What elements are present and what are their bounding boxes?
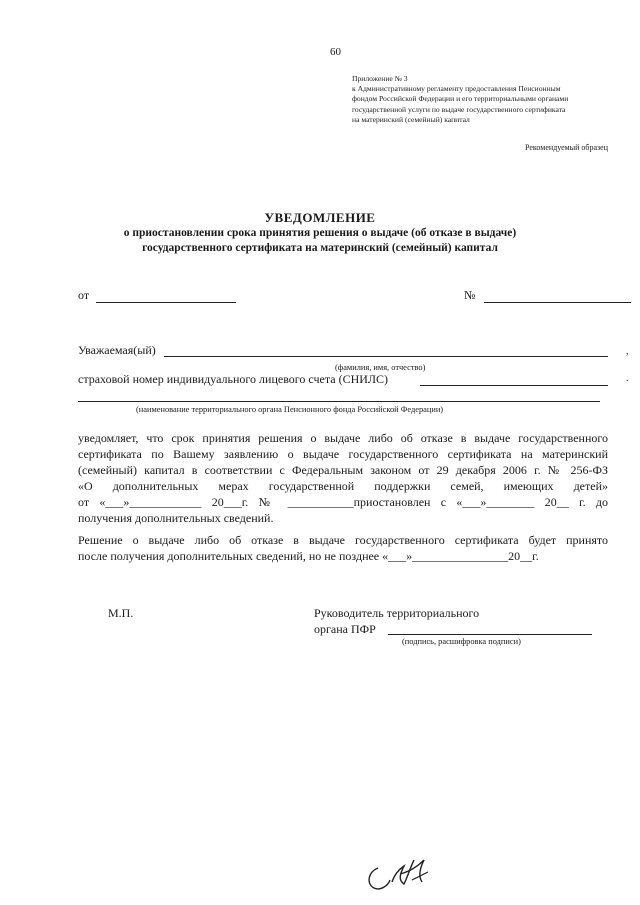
org-caption: (наименование территориального органа Пенсионного фонда Российской Федерации) [136,405,444,414]
signature-field-line[interactable] [388,634,592,635]
recommended-sample-label: Рекомендуемый образец [525,143,608,152]
number-field-line[interactable] [484,302,631,303]
body-line: «О дополнительных мерах государственной поддержки семей, имеющих детей» [78,479,608,493]
margin-dot: , [626,346,629,357]
appendix-line: государственной услуги по выдаче государственного сертификата [352,104,566,114]
snils-field-line[interactable] [420,385,608,386]
from-label: от [78,288,90,302]
body-line: уведомляет, что срок принятия решения о выдаче либо об отказе в выдаче государственного [78,431,608,445]
body-line: от «___»____________ 20___г. № ___________приостановлен с «___»________ 20__ г. до [78,495,608,509]
name-caption: (фамилия, имя, отчество) [335,363,426,372]
date-field-line[interactable] [96,302,236,303]
appendix-note [352,74,612,125]
title-line-2: государственного сертификата на материнский (семейный) капитал [142,242,498,254]
salutation: Уважаемая(ый) [78,343,156,357]
body-line: (семейный) капитал в соответствии с Федеральным законом от 29 декабря 2006 г. № 256-ФЗ [78,463,608,477]
signature-caption: (подпись, расшифровка подписи) [402,637,521,646]
head-title-line-2: органа ПФР [314,622,376,636]
page-number: 60 [330,46,341,58]
snils-label: страховой номер индивидуального лицевого счета (СНИЛС) [78,372,389,386]
body-line: получения дополнительных сведений. [78,511,274,525]
appendix-line: фондом Российской Федерации и его территориальными органами [352,94,569,104]
stamp-label: М.П. [108,606,134,620]
handwritten-signature [364,846,444,896]
title-line-1: о приостановлении срока принятия решения о выдаче (об отказе в выдаче) [123,227,517,239]
body-paragraph-2 [78,532,608,564]
appendix-line: на материнский (семейный) капитал [352,114,470,124]
document-title [0,210,640,256]
body-line: после получения дополнительных сведений, но не позднее «___»________________20__г. [78,549,539,563]
number-label: № [464,288,476,302]
body-line: сертификата по Вашему заявлению о выдаче государственного сертификата на материнский [78,447,608,461]
appendix-line: Приложение № 3 [352,74,408,83]
body-line: Решение о выдаче либо об отказе в выдаче государственного сертификата будет принято [78,533,608,547]
name-field-line[interactable] [164,356,608,357]
margin-dot: . [626,373,629,384]
org-field-line[interactable] [78,401,600,402]
head-title-line-1: Руководитель территориального [314,606,480,620]
title-main: УВЕДОМЛЕНИЕ [264,210,376,225]
body-paragraph-1 [78,430,608,526]
appendix-line: к Административному регламенту предоставления Пенсионным [352,84,561,94]
